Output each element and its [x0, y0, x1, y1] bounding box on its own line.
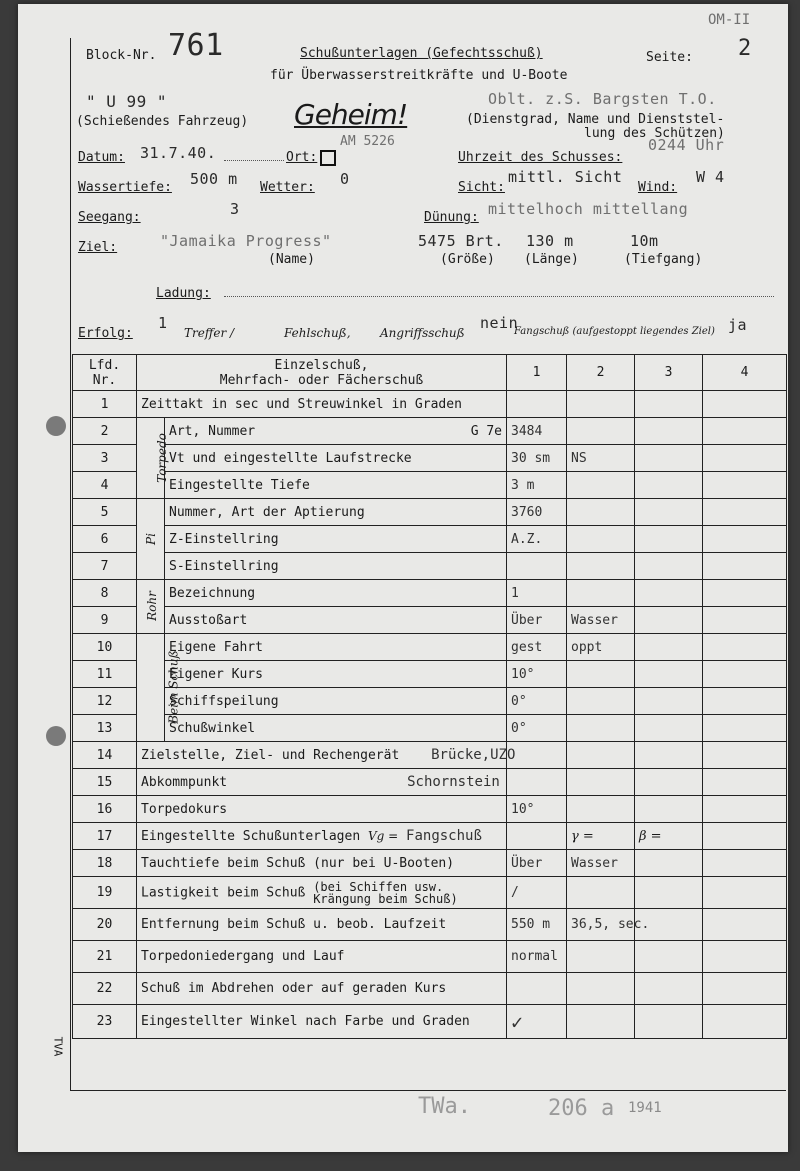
- table-row: 18 Tauchtiefe beim Schuß (nur bei U-Booten) Über Wasser: [73, 850, 787, 877]
- erfolg-fehl-label: Fehlschuß,: [284, 326, 351, 340]
- table-row: 22 Schuß im Abdrehen oder auf geraden Kurs: [73, 973, 787, 1005]
- ziel-groesse-label: (Größe): [440, 252, 495, 267]
- vessel-value: " U 99 ": [86, 92, 168, 111]
- erfolg-fang-label: Fangschuß (aufgestoppt liegendes Ziel): [514, 326, 715, 337]
- table-row: 21 Torpedoniedergang und Lauf normal: [73, 941, 787, 973]
- table-row: 19 Lastigkeit beim Schuß (bei Schiffen usw. Krängung beim Schuß) /: [73, 877, 787, 909]
- uhrzeit-value: 0244 Uhr: [648, 136, 725, 154]
- ladung-label: Ladung:: [156, 286, 211, 301]
- page-label: Seite:: [646, 50, 693, 65]
- datum-label: Datum:: [78, 150, 125, 165]
- vessel-label: (Schießendes Fahrzeug): [76, 114, 249, 129]
- seegang-label: Seegang:: [78, 210, 141, 225]
- sicht-label: Sicht:: [458, 180, 505, 195]
- header-col-3: 3: [635, 355, 703, 391]
- duenung-value: mittelhoch mittellang: [488, 200, 689, 218]
- wetter-value: 0: [340, 170, 350, 188]
- shooter-value: Oblt. z.S. Bargsten T.O.: [488, 90, 717, 108]
- group-rohr: Rohr: [137, 580, 165, 634]
- header-lfd: Lfd. Nr.: [73, 355, 137, 391]
- ladung-dots: [224, 296, 774, 297]
- erfolg-fang-value: ja: [728, 316, 748, 334]
- ziel-name-label: (Name): [268, 252, 315, 267]
- table-row: 13 Schußwinkel 0°: [73, 715, 787, 742]
- table-row: 14 Zielstelle, Ziel- und Rechengerät Brücke,UZO: [73, 742, 787, 769]
- wind-value: W 4: [696, 168, 725, 186]
- sicht-value: mittl. Sicht: [508, 168, 623, 186]
- form-title-line1: Schußunterlagen (Gefechtsschuß): [300, 46, 543, 61]
- wind-label: Wind:: [638, 180, 678, 195]
- wassertiefe-value: 500 m: [190, 170, 238, 188]
- punch-hole-top: [46, 416, 66, 436]
- footer-stamp-2: 206 a: [548, 1096, 615, 1121]
- table-row: 16 Torpedokurs 10°: [73, 796, 787, 823]
- ziel-name-value: "Jamaika Progress": [160, 232, 332, 250]
- document-sheet: [18, 4, 788, 1152]
- table-row: 2 Torpedo Art, Nummer G 7e 3484: [73, 418, 787, 445]
- group-beim-schuss: Beim Schuß: [137, 634, 165, 742]
- erfolg-label: Erfolg:: [78, 326, 133, 341]
- header-col-2: 2: [567, 355, 635, 391]
- table-row: 23 Eingestellter Winkel nach Farbe und Graden ✓: [73, 1005, 787, 1039]
- table-row: 20 Entfernung beim Schuß u. beob. Laufzeit 550 m 36,5, sec.: [73, 909, 787, 941]
- page-number: 2: [738, 36, 752, 61]
- seegang-value: 3: [230, 200, 240, 218]
- table-row: 3 Vt und eingestellte Laufstrecke 30 sm NS: [73, 445, 787, 472]
- table-row: 11 Eigener Kurs 10°: [73, 661, 787, 688]
- table-row: 9 Ausstoßart Über Wasser: [73, 607, 787, 634]
- table-row: 12 Schiffspeilung 0°: [73, 688, 787, 715]
- datum-value: 31.7.40.: [140, 144, 217, 162]
- erfolg-treffer-value: 1: [158, 314, 168, 332]
- ort-label: Ort:: [286, 150, 318, 165]
- ziel-groesse-value: 5475 Brt.: [418, 232, 504, 250]
- table-row: 6 Z-Einstellring A.Z.: [73, 526, 787, 553]
- ziel-tiefgang-label: (Tiefgang): [624, 252, 703, 267]
- table-row: 17 Eingestellte Schußunterlagen Vg = Fangschuß γ = β =: [73, 823, 787, 850]
- uhrzeit-label: Uhrzeit des Schusses:: [458, 150, 623, 165]
- ort-checkbox: [320, 150, 336, 166]
- form-title-line2: für Überwasserstreitkräfte und U-Boote: [270, 68, 568, 83]
- wetter-label: Wetter:: [260, 180, 315, 195]
- erfolg-angriff-value: nein: [480, 314, 519, 332]
- duenung-label: Dünung:: [424, 210, 479, 225]
- group-torpedo: Torpedo: [137, 418, 165, 499]
- frame-left-line: [70, 38, 71, 1090]
- footer-stamp-1: TWa.: [418, 1094, 471, 1119]
- table-row: 5 Pi Nummer, Art der Aptierung 3760: [73, 499, 787, 526]
- ziel-label: Ziel:: [78, 240, 118, 255]
- header-col-4: 4: [703, 355, 787, 391]
- shooter-label-2: lung des Schützen): [584, 126, 725, 141]
- left-vertical-mark: TVA: [51, 1036, 65, 1057]
- punch-hole-bottom: [46, 726, 66, 746]
- frame-bottom-line: [70, 1090, 786, 1091]
- table-header-row: [73, 355, 787, 391]
- erfolg-angriff-label: Angriffsschuß: [380, 326, 465, 340]
- table-row: 1 Zeittakt in sec und Streuwinkel in Graden: [73, 391, 787, 418]
- block-label: Block-Nr.: [86, 48, 157, 63]
- datum-dots: [224, 160, 284, 161]
- table-row: 15 Abkommpunkt Schornstein: [73, 769, 787, 796]
- stamp-number: AM 5226: [340, 134, 395, 149]
- header-desc: Einzelschuß, Mehrfach- oder Fächerschuß: [137, 355, 507, 391]
- firing-data-table: [72, 354, 787, 1039]
- ziel-tiefgang-value: 10m: [630, 232, 659, 250]
- shooter-label-1: (Dienstgrad, Name und Dienststel-: [466, 112, 725, 127]
- table-row: 10 Beim Schuß Eigene Fahrt gest oppt: [73, 634, 787, 661]
- wassertiefe-label: Wassertiefe:: [78, 180, 172, 195]
- ziel-laenge-value: 130 m: [526, 232, 574, 250]
- table-row: 7 S-Einstellring: [73, 553, 787, 580]
- secret-stamp: Geheim!: [294, 98, 408, 131]
- erfolg-treffer-label: Treffer /: [184, 326, 235, 340]
- group-pi: Pi: [137, 499, 165, 580]
- table-row: 8 Rohr Bezeichnung 1: [73, 580, 787, 607]
- block-number: 761: [168, 28, 224, 63]
- ziel-laenge-label: (Länge): [524, 252, 579, 267]
- header-col-1: 1: [507, 355, 567, 391]
- table-row: 4 Eingestellte Tiefe 3 m: [73, 472, 787, 499]
- footer-stamp-3: 1941: [628, 1100, 662, 1116]
- corner-mark: OM-II: [708, 12, 751, 28]
